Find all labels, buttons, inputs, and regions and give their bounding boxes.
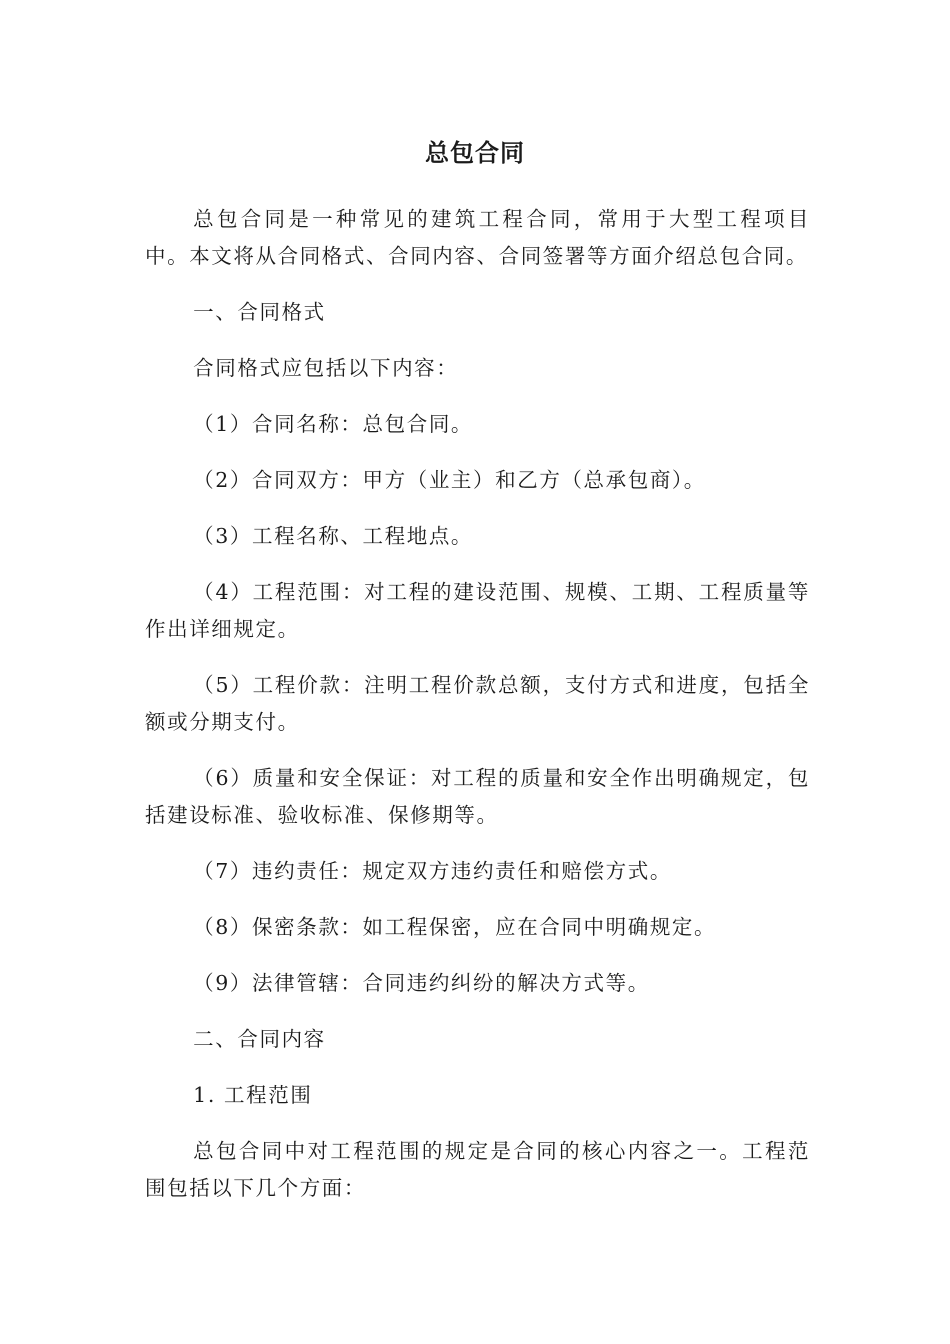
section-heading-content: 二、合同内容	[193, 1027, 326, 1051]
paragraph-intro: 总包合同是一种常见的建筑工程合同，常用于大型工程项目中。本文将从合同格式、合同内容、合同签署等方面介绍总包合同。	[145, 207, 810, 268]
list-item-6: （6）质量和安全保证：对工程的质量和安全作出明确规定，包括建设标准、验收标准、保修期等。	[145, 766, 810, 827]
list-item-2: （2）合同双方：甲方（业主）和乙方（总承包商）。	[193, 468, 706, 492]
list-item-8: （8）保密条款：如工程保密，应在合同中明确规定。	[193, 915, 717, 939]
list-item-1: （1）合同名称：总包合同。	[193, 412, 474, 436]
document-title: 总包合同	[425, 139, 525, 167]
list-item-5: （5）工程价款：注明工程价款总额，支付方式和进度，包括全额或分期支付。	[145, 673, 810, 734]
subsection-heading-scope: 1. 工程范围	[193, 1083, 313, 1107]
list-item-3: （3）工程名称、工程地点。	[193, 524, 474, 548]
paragraph-scope: 总包合同中对工程范围的规定是合同的核心内容之一。工程范围包括以下几个方面：	[145, 1139, 810, 1200]
section-heading-format: 一、合同格式	[193, 300, 326, 324]
list-item-9: （9）法律管辖：合同违约纠纷的解决方式等。	[193, 971, 650, 995]
paragraph-format-lead: 合同格式应包括以下内容：	[193, 356, 459, 380]
list-item-4: （4）工程范围：对工程的建设范围、规模、工期、工程质量等作出详细规定。	[145, 580, 810, 641]
list-item-7: （7）违约责任：规定双方违约责任和赔偿方式。	[193, 859, 672, 883]
document-body	[145, 201, 810, 1226]
